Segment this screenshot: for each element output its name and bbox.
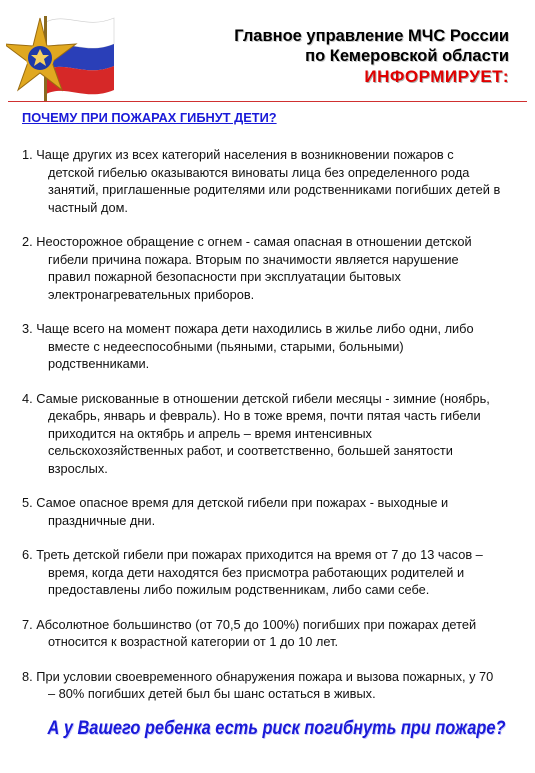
item-number: 2. (22, 234, 33, 249)
header (234, 26, 509, 88)
list-item (22, 668, 502, 703)
item-text: Самое опасное время для детской гибели при пожарах - выходные и праздничные дни. (36, 495, 449, 528)
list-item (22, 494, 502, 529)
item-number: 6. (22, 547, 33, 562)
item-text: При условии своевременного обнаружения пожара и вызова пожарных, у 70 – 80% погибших детей был бы шанс остаться в живых. (36, 668, 494, 701)
item-text: Чаще всего на момент пожара дети находились в жилье либо одни, либо вместе с недееспособными (пьяными, старыми, больными) родственниками. (36, 321, 474, 371)
item-text: Самые рискованные в отношении детской гибели месяцы - зимние (ноябрь, декабрь, январь и февраль). Но в тоже время, почти пятая часть гибели приходится на октябрь и апрель – время интенсивных сельскохозяйственных работ, и соответственно, большей занятости взрослых. (36, 390, 490, 476)
list-item (22, 616, 502, 651)
closing-question: А у Вашего ребенка есть риск погибнуть при пожаре? (47, 718, 506, 739)
item-number: 4. (22, 390, 33, 406)
header-line-organization: Главное управление МЧС России (234, 27, 509, 45)
list-item (22, 233, 502, 303)
item-text: Треть детской гибели при пожарах приходится на время от 7 до 13 часов – время, когда дети находятся без присмотра работающих родителей и предоставлены либо пожилым родственникам, либо сами себе. (36, 547, 483, 597)
page-title: ПОЧЕМУ ПРИ ПОЖАРАХ ГИБНУТ ДЕТИ? (22, 110, 277, 125)
list-item (22, 546, 502, 599)
header-line-informs: ИНФОРМИРУЕТ: (364, 67, 509, 86)
header-line-region: по Кемеровской области (305, 47, 509, 65)
list-item (22, 320, 502, 373)
item-number: 7. (22, 616, 33, 632)
item-number: 1. (22, 147, 33, 162)
mchs-emblem-with-flag-icon (6, 4, 118, 106)
item-text: Чаще других из всех категорий населения в возникновении пожаров с детской гибелью оказываются виноваты лица без определенного рода занятий, приглашенные родителями или родственниками погибших детей в частный дом. (36, 147, 501, 215)
item-number: 5. (22, 495, 33, 510)
item-text: Абсолютное большинство (от 70,5 до 100%) погибших при пожарах детей относится к возрастной категории от 1 до 10 лет. (36, 616, 477, 649)
item-text: Неосторожное обращение с огнем - самая опасная в отношении детской гибели причина пожара. Вторым по значимости является нарушение правил пожарной безопасности при эксплуатации бытовых электронагревательных приборов. (36, 234, 472, 302)
list-item (22, 146, 502, 216)
item-number: 8. (22, 668, 33, 684)
item-number: 3. (22, 321, 33, 336)
facts-list (22, 146, 502, 720)
list-item (22, 390, 502, 478)
header-divider (8, 101, 527, 102)
